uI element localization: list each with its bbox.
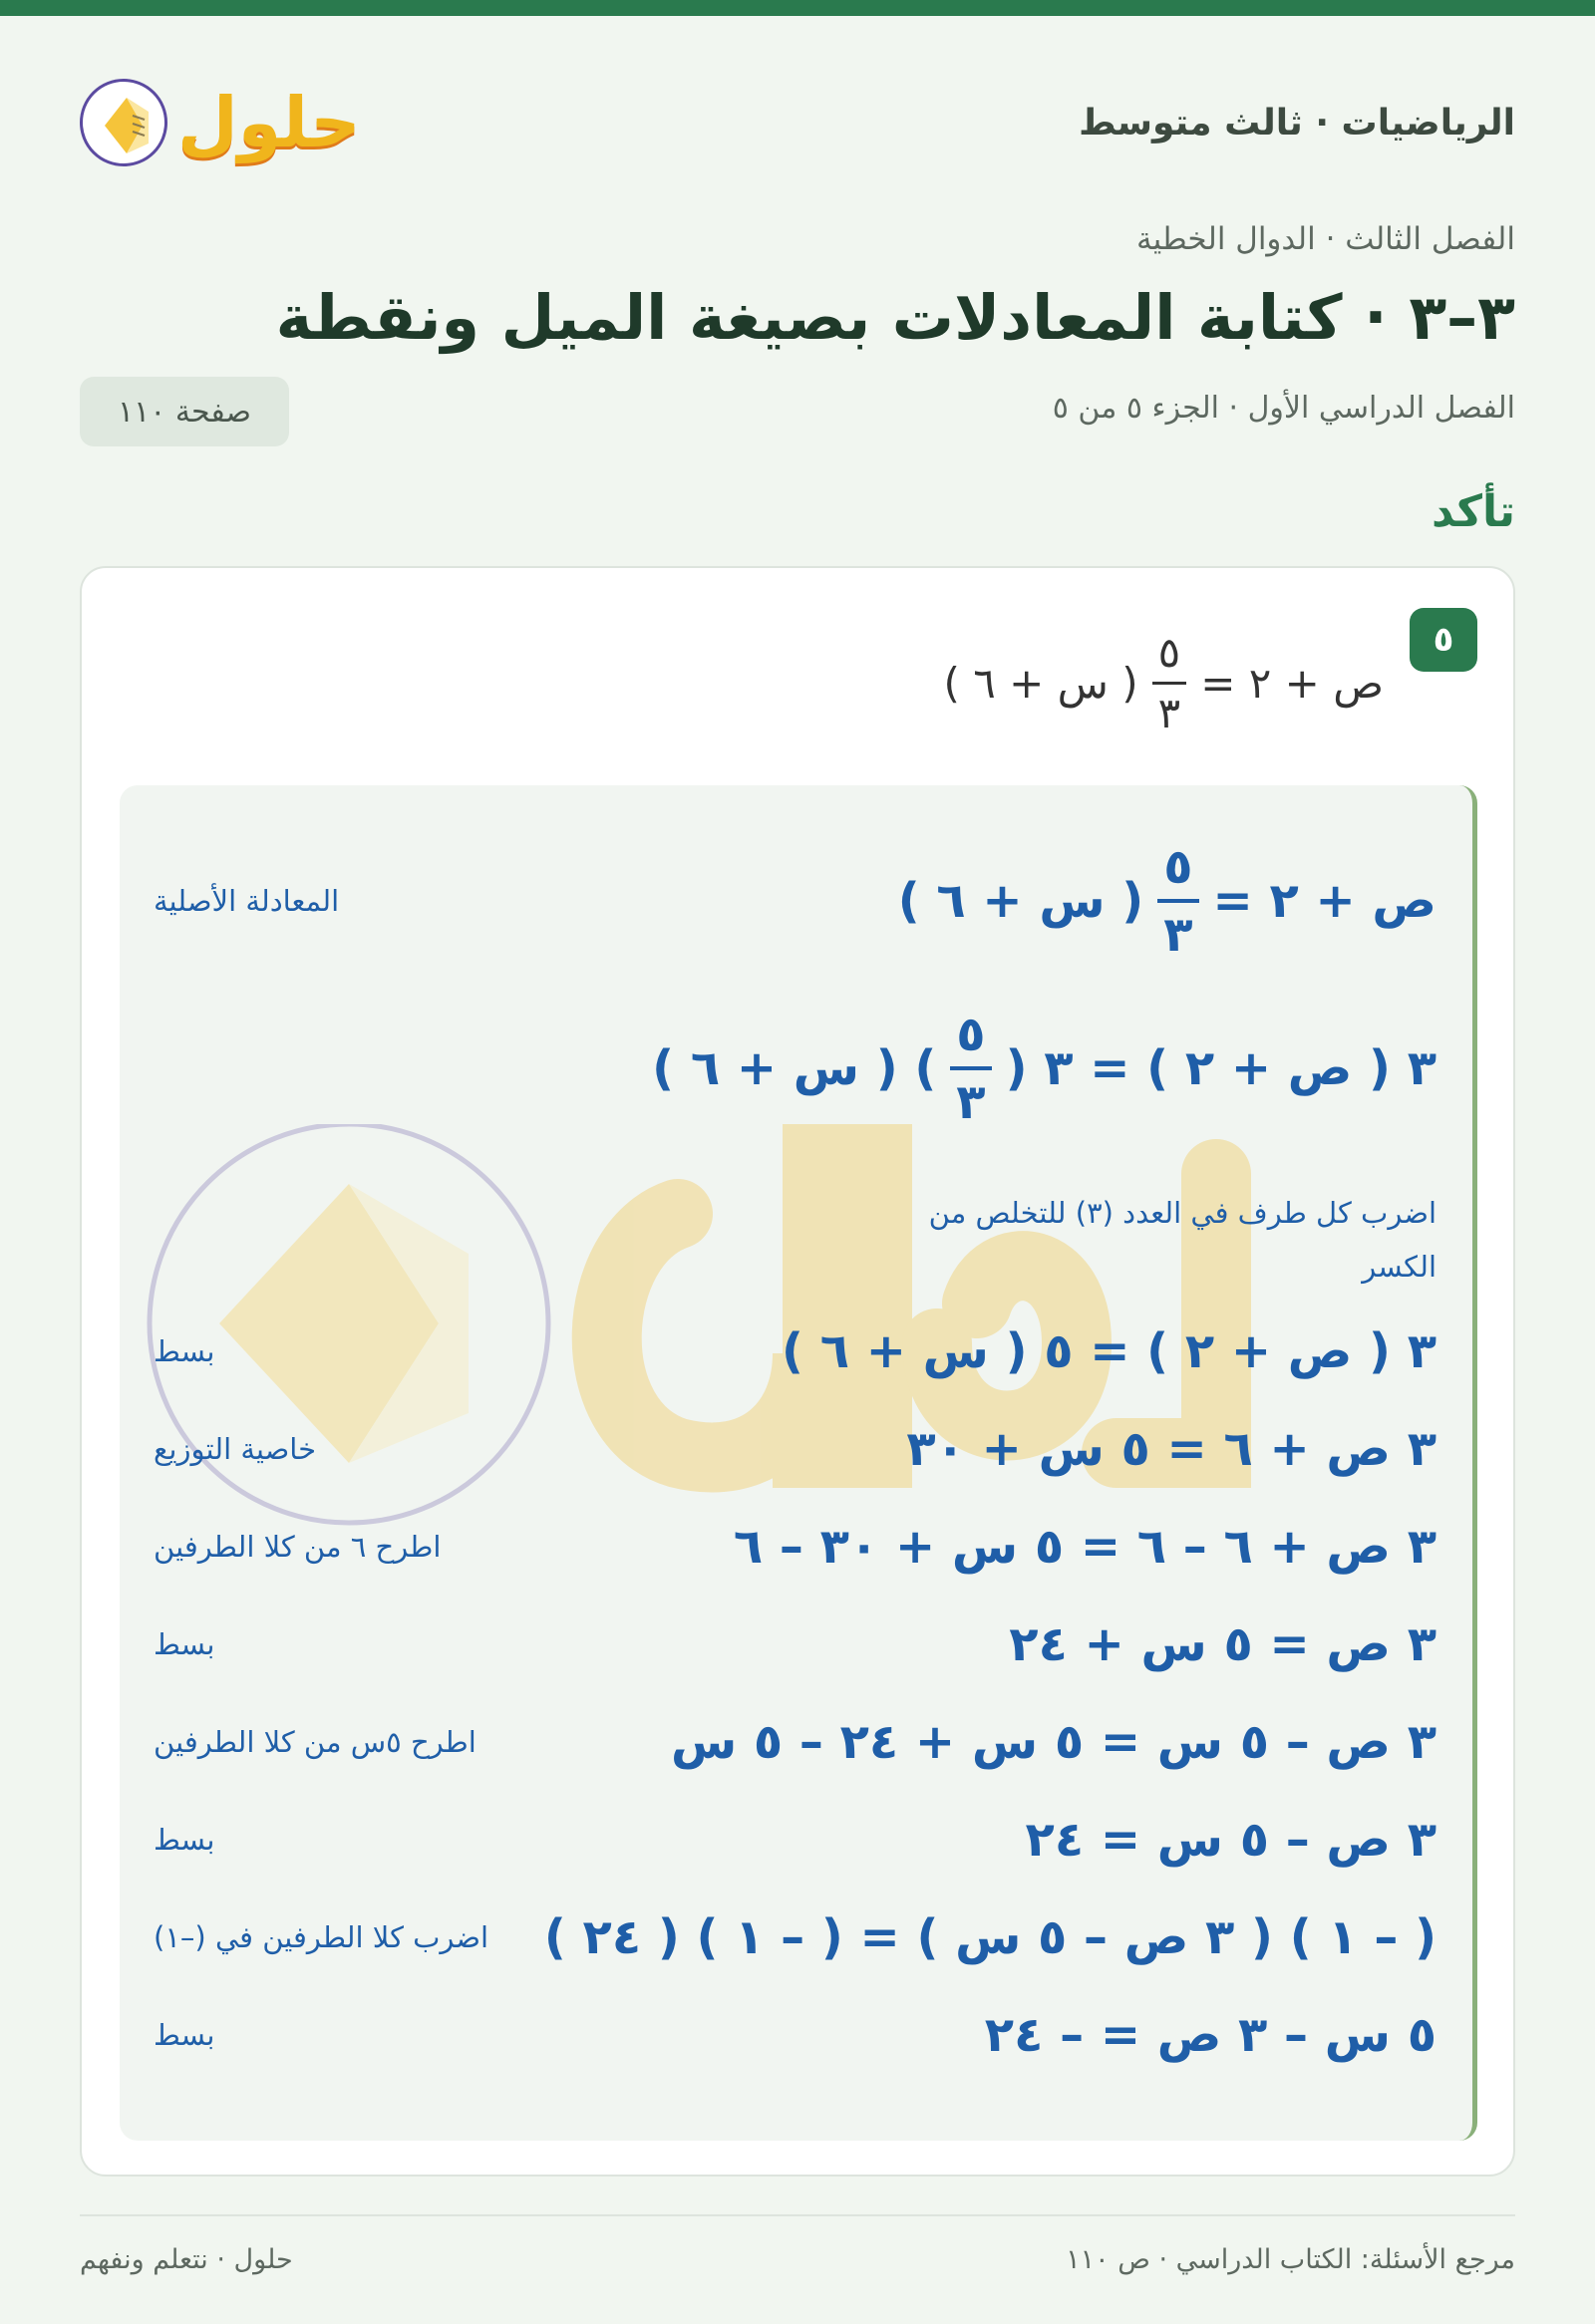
fraction-numerator: ٥ [1163,839,1193,895]
fraction-denominator: ٣ [1157,689,1181,737]
solution-step [154,1421,1436,1477]
fraction-denominator: ٣ [956,1074,986,1130]
step-rhs: ) ( س + ٦ ) [652,1040,937,1096]
step-note: اطرح ٦ من كلا الطرفين [154,1530,442,1564]
fraction-numerator: ٥ [1157,628,1181,677]
step-note: اطرح ٥س من كلا الطرفين [154,1725,477,1759]
question-card [80,566,1515,2177]
page-header [80,78,1515,167]
chapter-label: الفصل الثالث · الدوال الخطية [1135,221,1515,257]
step-expression: ٣ ( ص + ٢ ) = ٥ ( س + ٦ ) [782,1323,1436,1379]
step-expression: ٣ ص + ٦ – ٦ = ٥ س + ٣٠ – ٦ [733,1519,1436,1575]
lesson-title: ٣–٣ · كتابة المعادلات بصيغة الميل ونقطة [275,281,1515,354]
logo-wordmark: حلول [177,82,361,163]
step-expression: ٥ س – ٣ ص = – ٢٤ [984,2007,1436,2063]
fraction-bar [950,1066,991,1070]
question-equation [943,628,1384,737]
step-expression: ٣ ص + ٦ = ٥ س + ٣٠ [906,1421,1436,1477]
solution-step [154,1616,1436,1672]
step-expression: ٣ ص = ٥ س + ٢٤ [1009,1616,1436,1672]
solution-step [154,1714,1436,1770]
solution-step [154,1812,1436,1868]
top-accent-bar [0,0,1595,16]
step-note: خاصية التوزيع [154,1432,317,1466]
step-fraction [1157,839,1198,963]
fraction-numerator: ٥ [956,1007,986,1062]
step-expression [652,1007,1436,1130]
step-rhs: ( س + ٦ ) [897,873,1144,929]
step-note: المعادلة الأصلية [154,884,340,918]
footer-tagline: حلول · نتعلم ونفهم [80,2244,293,2275]
step-expression [897,839,1436,963]
solution-step [154,839,1436,963]
step-expression: ( – ١ ) ( ٣ ص – ٥ س ) = ( – ١ ) ( ٢٤ ) [543,1909,1436,1965]
footer-divider [80,2214,1515,2216]
step-lhs: ص + ٢ = [1212,873,1436,929]
question-number-badge: ٥ [1410,608,1477,672]
solution-panel [120,785,1477,2141]
step-note: اضرب كل طرف في العدد (٣) للتخلص من الكسر [928,1196,1436,1284]
question-fraction [1152,628,1187,737]
fraction-denominator: ٣ [1163,907,1193,963]
solution-step [154,1323,1436,1379]
step-note: بسط [154,1334,215,1368]
footer-reference: مرجع الأسئلة: الكتاب الدراسي · ص ١١٠ [1066,2244,1515,2275]
logo-emblem-icon [80,79,167,166]
section-heading: تأكد [1431,486,1515,537]
solution-step [154,1007,1436,1130]
page-number-badge: صفحة ١١٠ [80,377,289,446]
question-rhs: ( س + ٦ ) [943,659,1138,708]
question-lhs: ص + ٢ = [1200,659,1384,708]
step-note: بسط [154,2018,215,2052]
subject-label: الرياضيات · ثالث متوسط [1079,102,1515,144]
solution-step [154,1909,1436,1965]
step-note: اضرب كلا الطرفين في (–١) [154,1920,489,1954]
step-expression: ٣ ص – ٥ س = ٥ س + ٢٤ – ٥ س [670,1714,1436,1770]
step-note: بسط [154,1627,215,1661]
step-note: بسط [154,1823,215,1857]
fraction-bar [1152,682,1187,685]
solution-step [154,2007,1436,2063]
step-expression: ٣ ص – ٥ س = ٢٤ [1025,1812,1436,1868]
site-logo[interactable] [80,79,361,166]
step-lhs: ٣ ( ص + ٢ ) = ٣ ( [1005,1040,1436,1096]
step-fraction [950,1007,991,1130]
lesson-meta: الفصل الدراسي الأول · الجزء ٥ من ٥ [1052,391,1515,426]
solution-step [154,1519,1436,1575]
fraction-bar [1157,899,1198,903]
